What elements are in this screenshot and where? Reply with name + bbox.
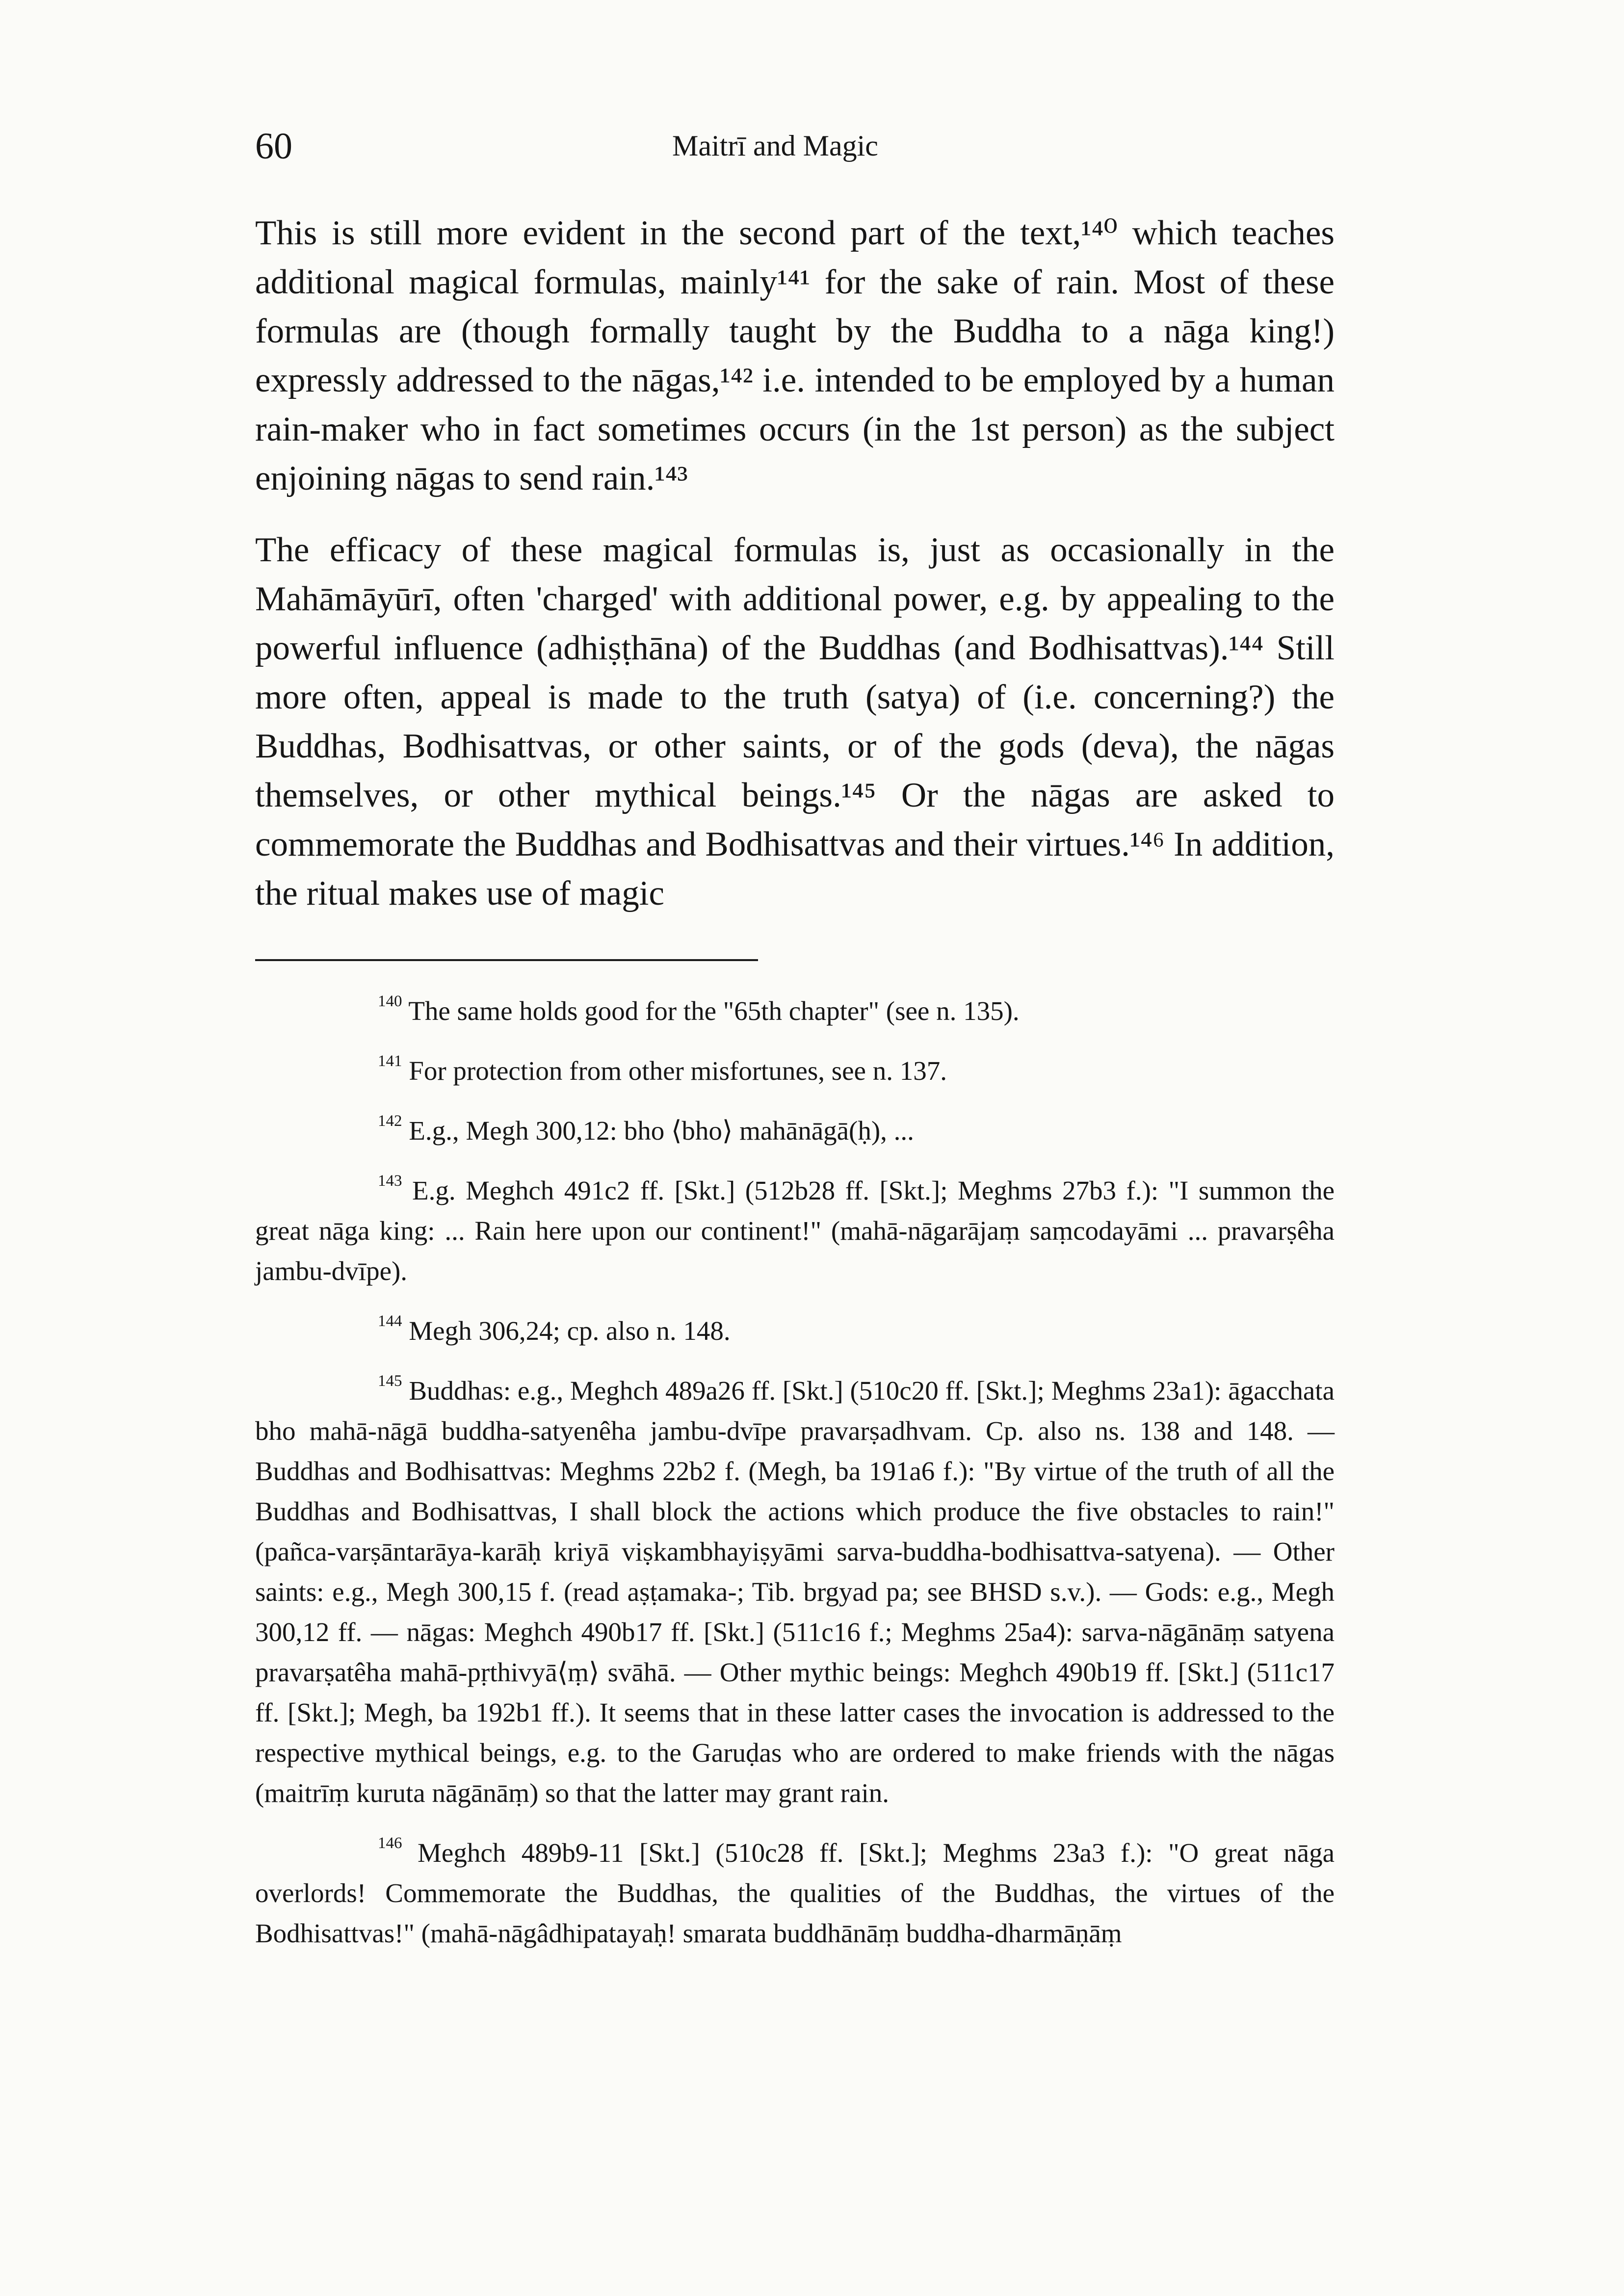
footnote [255,1833,1335,1954]
footnote [255,1171,1335,1291]
footnote-divider [255,959,758,961]
body-text [255,209,1335,940]
footnote-text: Meghch 489b9-11 [Skt.] (510c28 ff. [Skt.]; Meghms 23a3 f.): "O great nāga overlords! Commemorate the Buddhas, the qualities of the Buddhas, the virtues of the Bodhisattvas!" (mahā-nāgâdhipatayaḥ! smarata buddhānāṃ buddha-dharmāṇāṃ [255,1838,1335,1948]
footnote-number: 141 [378,1052,402,1070]
running-title: Maitrī and Magic [672,130,878,162]
footnote-text: Buddhas: e.g., Meghch 489a26 ff. [Skt.] (510c20 ff. [Skt.]; Meghms 23a1): āgacchata bho mahā-nāgā buddha-satyenêha jambu-dvīpe pravarṣadhvam. Cp. also ns. 138 and 148. — Buddhas and Bodhisattvas: Meghms 22b2 f. (Megh, ba 191a6 f.): "By virtue of the truth of all the Buddhas and Bodhisattvas, I shall block the actions which produce the five obstacles to rain!" (pañca-varṣāntarāya-karāḥ kriyā viṣkambhayiṣyāmi sarva-buddha-bodhisattva-satyena). — Other saints: e.g., Megh 300,15 f. (read aṣṭamaka-; Tib. brgyad pa; see BHSD s.v.). — Gods: e.g., Megh 300,12 ff. — nāgas: Meghch 490b17 ff. [Skt.] (511c16 f.; Meghms 25a4): sarva-nāgānāṃ satyena pravarṣatêha mahā-pṛthivyā⟨ṃ⟩ svāhā. — Other mythic beings: Meghch 490b19 ff. [Skt.] (511c17 ff. [Skt.]; Megh, ba 192b1 ff.). It seems that in these latter cases the invocation is addressed to the respective mythical beings, e.g. to the Garuḍas who are ordered to make friends with the nāgas (maitrīṃ kuruta nāgānāṃ) so that the latter may grant rain. [255,1376,1335,1808]
footnote-number: 143 [378,1172,402,1190]
footnote-text: E.g., Megh 300,12: bho ⟨bho⟩ mahānāgā(ḥ), ... [409,1116,914,1146]
page-header [255,125,1335,184]
paragraph-2: The efficacy of these magical formulas is, just as occasionally in the Mahāmāyūrī, often 'charged' with additional power, e.g. by appealing to the powerful influence (adhiṣṭhāna) of the Buddhas (and Bodhisattvas).¹⁴⁴ Still more often, appeal is made to the truth (satya) of (i.e. concerning?) the Buddhas, Bodhisattvas, or other saints, or of the gods (deva), the nāgas themselves, or other mythical beings.¹⁴⁵ Or the nāgas are asked to commemorate the Buddhas and Bodhisattvas and their virtues.¹⁴⁶ In addition, the ritual makes use of magic [255,531,1335,913]
footnote-text: The same holds good for the "65th chapter" (see n. 135). [408,996,1020,1026]
paragraph-1: This is still more evident in the second part of the text,¹⁴⁰ which teaches additional magical formulas, mainly¹⁴¹ for the sake of rain. Most of these formulas are (though formally taught by the Buddha to a nāga king!) expressly addressed to the nāgas,¹⁴² i.e. intended to be employed by a human rain-maker who in fact sometimes occurs (in the 1st person) as the subject enjoining nāgas to send rain.¹⁴³ [255,214,1335,497]
footnote [255,991,1335,1031]
footnote-number: 146 [378,1834,402,1852]
footnote-text: For protection from other misfortunes, see n. 137. [409,1056,947,1086]
footnote [255,1111,1335,1151]
footnote-number: 142 [378,1112,402,1130]
footnote-text: E.g. Meghch 491c2 ff. [Skt.] (512b28 ff. [Skt.]; Meghms 27b3 f.): "I summon the great nāga king: ... Rain here upon our continent!" (mahā-nāgarājaṃ saṃcodayāmi ... pravarṣêha jambu-dvīpe). [255,1175,1335,1286]
page-number: 60 [255,126,292,167]
footnote [255,1051,1335,1091]
footnote-text: Megh 306,24; cp. also n. 148. [409,1316,731,1346]
footnote [255,1311,1335,1351]
footnote [255,1371,1335,1813]
footnote-number: 145 [378,1372,402,1390]
footnote-number: 140 [378,992,402,1010]
footnote-number: 144 [378,1312,402,1330]
footnotes [255,991,1335,1973]
